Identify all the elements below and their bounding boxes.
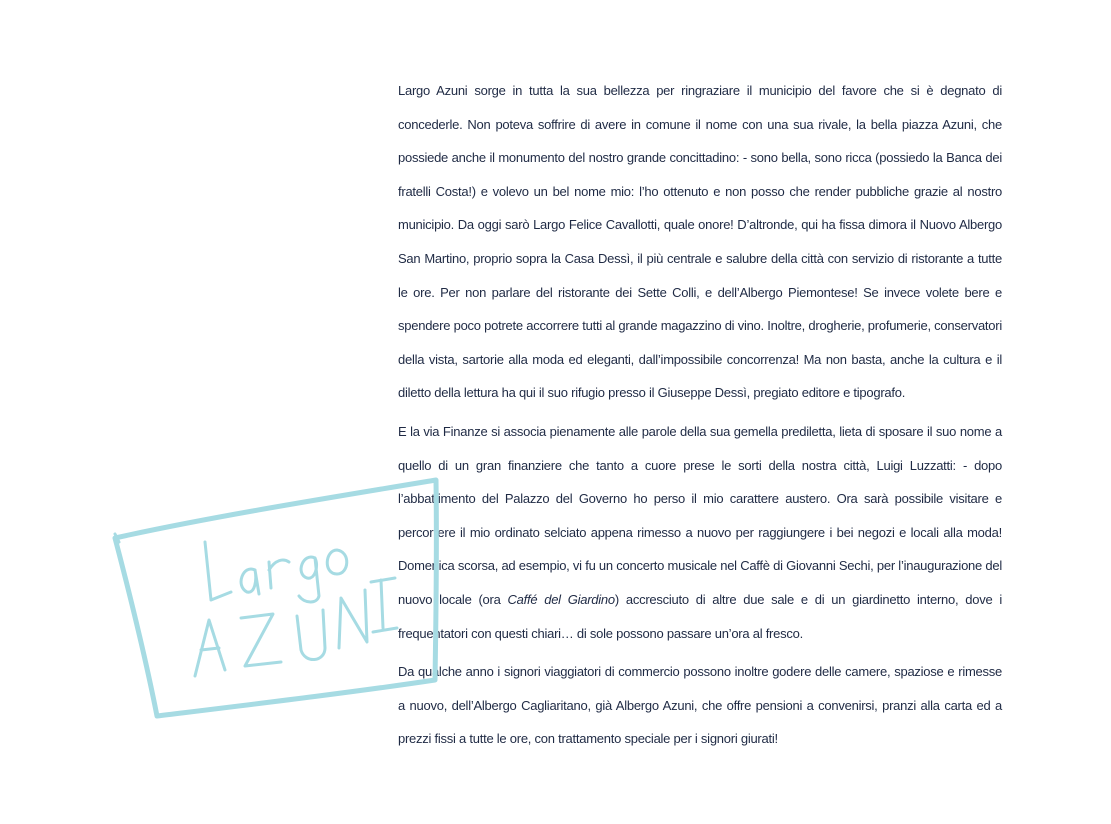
paragraph-albergo-cagliaritano: Da qualche anno i signori viaggiatori di commercio possono inoltre godere delle camere, spaziose e rimesse a nuovo, dell’Albergo Cagliaritano, già Albergo Azuni, che offre pensioni a convenirsi, pranzi alla carta ed a prezzi fissi a tutte le ore, con trattamento speciale per i signori giurati!	[398, 664, 1002, 747]
paragraph-largo-azuni: Largo Azuni sorge in tutta la sua bellezza per ringraziare il municipio del favore che si è degnato di concederle. Non poteva soffrire di avere in comune il nome con una sua rivale, la bella piazza Azuni, che possiede anche il monumento del nostro grande concittadino: - sono bella, sono ricca (possiedo la Banca dei fratelli Costa!) e volevo un bel nome mio: l’ho ottenuto e non posso che render pubbliche grazie al nostro municipio. Da oggi sarò Largo Felice Cavallotti, quale onore! D’altronde, qui ha fissa dimora il Nuovo Albergo San Martino, proprio sopra la Casa Dessì, il più centrale e salubre della città con servizio di ristorante a tutte le ore. Per non parlare del ristorante dei Sette Colli, e dell’Albergo Piemontese! Se invece volete bere e spendere poco potrete accorrere tutti al grande magazzino di vino. Inoltre, drogherie, profumerie, conservatori della vista, sartorie alla moda ed eleganti, dall’impossibile concorrenza! Ma non basta, anche la cultura e il diletto della lettura ha qui il suo rifugio presso il Giuseppe Dessì, pregiato editore e tipografo.	[398, 83, 1002, 401]
document-body	[398, 74, 1002, 761]
caffe-name-italic: Caffé del Giardino	[507, 591, 615, 607]
stamp-word-largo	[205, 542, 347, 602]
paragraph-via-finanze-text-start: E la via Finanze si associa pienamente alle parole della sua gemella prediletta, lieta di sposare il suo nome a quello di un gran finanziere che tanto a cuore prese le sorti della nostra città, Luigi Luzzatti: - dopo l’abbattimento del Palazzo del Governo ho perso il mio carattere austero. Ora sarà possibile visitare e percorrere il mio ordinato selciato appena rimesso a nuovo per raggiungere i bei negozi e locali alla moda! Domenica scorsa, ad esempio, vi fu un concerto musicale nel Caffè di Giovanni Sechi, per l’inaugurazione del nuovo locale (ora	[398, 423, 1002, 607]
paragraph-via-finanze-text-end: ) accresciuto di altre due sale e di un giardinetto interno, dove i frequentatori con questi chiari… di sole possono passare un’ora al fresco.	[398, 591, 1002, 641]
stamp-drawing	[105, 470, 445, 725]
paragraph-via-finanze	[398, 415, 1002, 650]
largo-azuni-stamp	[105, 470, 445, 730]
stamp-frame	[115, 480, 436, 716]
